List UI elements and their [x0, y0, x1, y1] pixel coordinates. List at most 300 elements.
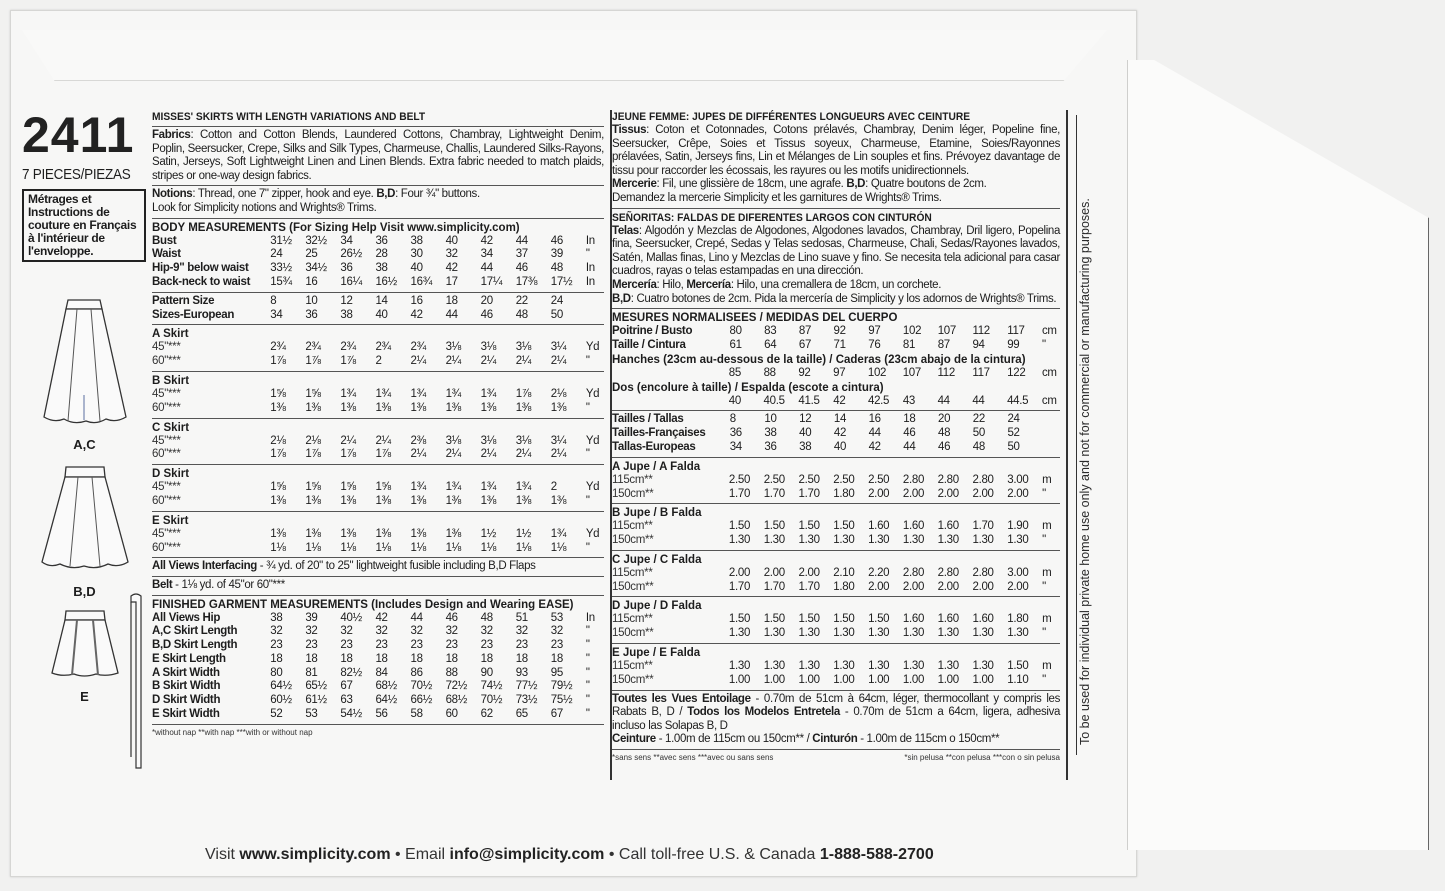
cell-value: 32 [445, 248, 458, 261]
cell-value: 1.30 [972, 627, 994, 640]
interfacing-label: All Views Interfacing [152, 560, 257, 573]
cell-value: 48 [938, 427, 951, 440]
table-row [612, 674, 1060, 688]
table-row [152, 625, 604, 639]
cell-value: 2¼ [515, 355, 532, 368]
unit: Yd [585, 387, 600, 400]
cell-value: 54½ [340, 708, 362, 721]
skirt-long-icon [30, 295, 140, 430]
cell-value: 34 [270, 308, 283, 321]
metric-size-table [612, 413, 1060, 454]
cell-value: 3⅛ [480, 341, 497, 354]
cell-value: 1⅞ [375, 448, 391, 461]
yardage-view-title: C Skirt [152, 421, 190, 434]
view-label: B,D [73, 584, 96, 599]
cell-value: 2.00 [972, 487, 994, 500]
email-link[interactable]: info@simplicity.com [449, 846, 605, 863]
metric-body-table [612, 325, 1060, 353]
row-label: 45"*** [152, 481, 181, 494]
cell-value: 23 [375, 639, 388, 652]
cell-value: 80 [270, 666, 283, 679]
cell-value: 64½ [270, 680, 292, 693]
table-row [612, 613, 1060, 627]
cell-value: 2.00 [798, 566, 820, 579]
unit [1042, 413, 1060, 427]
table-row [612, 339, 1060, 353]
row-label: Waist [152, 248, 181, 261]
cell-value: 38 [340, 308, 353, 321]
cell-value: 1⅜ [410, 401, 426, 414]
interfacing-fr-description: - 0.70m de 51cm à 64cm, léger, thermocollant y compris les Rabats B, D / [612, 692, 1060, 719]
mercerie-bd-label: B,D [846, 178, 866, 191]
yardage-section [152, 327, 604, 558]
cell-value: 66½ [410, 694, 432, 707]
table-row [612, 474, 1060, 488]
cell-value: 16 [410, 294, 423, 307]
cell-value: 46 [515, 262, 528, 275]
cell-value: 1.80 [1007, 613, 1029, 626]
unit: m [1042, 613, 1052, 626]
unit: m [1042, 660, 1052, 673]
cell-value: 50 [550, 308, 563, 321]
row-spacer [612, 367, 729, 381]
table-row [152, 667, 604, 681]
cell-value: 1.70 [972, 520, 994, 533]
call-label: • Call toll-free U.S. & Canada [604, 846, 820, 863]
table-row [152, 542, 604, 556]
cell-value: 2¼ [445, 448, 461, 461]
cell-value: 1.60 [937, 520, 959, 533]
cell-value: 2¼ [375, 434, 391, 447]
cell-value: 1⅞ [270, 355, 286, 368]
yardage-view-title: D Skirt [152, 468, 190, 481]
cell-value: 36 [305, 308, 318, 321]
cell-value: 18 [480, 652, 493, 665]
row-label: 115cm** [612, 566, 653, 579]
cell-value: 1⅜ [480, 401, 497, 414]
cell-value: 107 [902, 366, 921, 379]
row-label: Tailles / Tallas [612, 413, 684, 426]
cell-value: 112 [972, 325, 990, 338]
cell-value: 1.00 [868, 673, 890, 686]
table-row [612, 441, 1060, 455]
cell-value: 1.60 [902, 613, 925, 626]
tissus-description: : Coton et Cotonnades, Cotons prélavés, Chambray, Denim léger, Popeline fine, Seersucker, Crêpe, Soies et Tissus soyeux, Charmeuse, Etamine, Soies/Rayonnes prélavées, Satin, Jerseys fins, Lin et Mélanges de Lin souples et fins. Prévoyez davantage de tissu pour raccorder les écossais, les rayures ou les motifs unidirectionnels. [612, 124, 1060, 177]
cell-value: 1⅞ [305, 355, 321, 368]
cell-value: 44 [445, 308, 458, 321]
row-label: Pattern Size [152, 294, 215, 307]
table-row [152, 435, 604, 449]
unit: m [1042, 473, 1052, 486]
cell-value: 1⅜ [340, 494, 356, 507]
unit: " [1042, 673, 1046, 686]
table-row [612, 325, 1060, 339]
cell-value: 24 [1007, 413, 1020, 426]
cell-value: 42 [868, 440, 881, 453]
website-link[interactable]: www.simplicity.com [239, 846, 391, 863]
row-label: 60"*** [152, 401, 181, 414]
cell-value: 1⅜ [410, 527, 426, 540]
cell-value: 1.30 [833, 534, 855, 547]
nap-footnote: *without nap **with nap ***with or without nap [152, 727, 313, 737]
table-row [152, 495, 604, 509]
cell-value: 42 [480, 234, 493, 247]
yardage-table [152, 388, 604, 416]
cell-value: 2.50 [798, 473, 820, 486]
cell-value: 1.30 [972, 534, 994, 547]
cell-value: 18 [375, 652, 388, 665]
cell-value: 3¼ [550, 434, 567, 447]
cell-value: 81 [902, 338, 916, 351]
cell-value: 53 [305, 708, 318, 721]
cell-value: 67 [550, 708, 563, 721]
cell-value: 92 [833, 325, 846, 338]
cell-value: 1⅜ [270, 527, 286, 540]
cell-value: 1.30 [902, 627, 925, 640]
visit-label: Visit [205, 846, 240, 863]
yardage-view-title: E Skirt [152, 514, 189, 527]
cell-value: 1⅞ [270, 448, 286, 461]
row-label: 60"*** [152, 355, 181, 368]
table-row [152, 639, 604, 653]
mercerie-label: Mercerie [612, 178, 657, 191]
cell-value: 46 [550, 234, 563, 247]
cell-value: 94 [972, 338, 985, 351]
cell-value: 2.80 [937, 473, 959, 486]
cell-value: 64 [764, 338, 777, 351]
cell-value: 1.50 [728, 613, 751, 626]
unit: " [585, 639, 590, 652]
cell-value: 22 [515, 294, 528, 307]
cell-value: 14 [833, 413, 847, 426]
cell-value: 2¾ [270, 341, 286, 354]
cell-value: 2.80 [937, 566, 959, 579]
unit: " [585, 541, 590, 554]
table-row [612, 367, 1060, 381]
cell-value: 1.30 [937, 627, 959, 640]
envelope-top-flap [22, 30, 1107, 81]
cell-value: 2¾ [375, 341, 391, 354]
cell-value: 40 [445, 234, 458, 247]
cell-value: 32 [480, 625, 493, 638]
metric-back-table [612, 395, 1060, 409]
cell-value: 2.80 [902, 566, 925, 579]
cell-value: 1.00 [833, 673, 855, 686]
tissus-label: Tissus [612, 124, 647, 136]
table-row [152, 295, 604, 309]
cell-value: 18 [340, 652, 353, 665]
cell-value: 31½ [270, 234, 292, 247]
cell-value: 1.50 [728, 520, 751, 533]
cell-value: 32 [305, 625, 318, 638]
cell-value: 1.10 [1007, 673, 1029, 686]
cell-value: 68½ [375, 680, 397, 693]
metric-footnotes [612, 753, 1060, 762]
cell-value: 1.30 [833, 660, 855, 673]
cell-value: 23 [550, 639, 563, 652]
row-label: 150cm** [612, 580, 654, 593]
cell-value: 18 [903, 413, 916, 426]
cell-value: 1.30 [1007, 627, 1029, 640]
cell-value: 1⅛ [515, 541, 532, 554]
cell-value: 23 [270, 639, 283, 652]
cell-value: 1.50 [763, 613, 785, 626]
table-row [152, 708, 604, 722]
row-label: A,C Skirt Length [152, 625, 238, 638]
cell-value: 58 [410, 708, 423, 721]
cell-value: 2.20 [868, 566, 890, 579]
cell-value: 41.5 [798, 394, 820, 407]
cell-value: 102 [902, 325, 922, 338]
cell-value: 14 [375, 294, 388, 307]
table-row [152, 448, 604, 462]
table-row [152, 402, 604, 416]
row-label: 115cm** [612, 613, 653, 626]
cell-value: 90 [480, 666, 493, 679]
cell-value: 71 [833, 338, 846, 351]
mercerie-description: : Fil, une glissière de 18cm, une agrafe. [656, 178, 847, 191]
row-label: 60"*** [152, 494, 181, 507]
cell-value: 1⅞ [340, 355, 356, 368]
cell-value: 40 [375, 308, 388, 321]
cell-value: 1⅝ [305, 387, 321, 400]
cell-value: 82½ [340, 666, 362, 679]
cell-value: 1.30 [1007, 534, 1029, 547]
cell-value: 18 [410, 652, 423, 665]
unit: " [585, 680, 590, 693]
cell-value: 2.00 [937, 487, 959, 500]
cell-value: 1.60 [868, 520, 890, 533]
row-label: D Skirt Width [152, 694, 221, 707]
cell-value: 68½ [445, 694, 468, 707]
skirt-mid-icon [30, 462, 140, 577]
cell-value: 16½ [375, 275, 397, 288]
row-label: 45"*** [152, 527, 181, 540]
row-label: 45"*** [152, 387, 181, 400]
belt-fr-description: - 1.00m de 115cm ou 150cm** / [655, 733, 813, 746]
cell-value: 87 [937, 338, 950, 351]
cell-value: 1⅜ [270, 494, 286, 507]
row-label: E Skirt Width [152, 708, 220, 721]
yardage-table [612, 613, 1060, 641]
cell-value: 60½ [270, 694, 292, 707]
cell-value: 112 [937, 366, 955, 379]
cell-value: 28 [375, 248, 388, 261]
cell-value: 23 [305, 639, 318, 652]
unit: " [585, 652, 590, 665]
pattern-info [22, 107, 147, 262]
cell-value: 1.70 [798, 487, 820, 500]
cell-value: 18 [270, 652, 283, 665]
cell-value: 2.00 [1007, 487, 1029, 500]
yardage-table [152, 435, 604, 463]
interfacing-fr-label: Toutes les Vues Entoilage [612, 692, 751, 705]
cell-value: 53 [550, 611, 563, 624]
cell-value: 16¾ [410, 275, 432, 288]
cell-value: 2.00 [902, 580, 925, 593]
cell-value: 3⅛ [445, 434, 461, 447]
cell-value: 20 [480, 294, 493, 307]
cell-value: 1⅛ [270, 541, 286, 554]
yardage-table [612, 520, 1060, 548]
cell-value: 52 [1007, 427, 1020, 440]
cell-value: 38 [410, 234, 423, 247]
yardage-view-title: B Skirt [152, 374, 190, 387]
yardage-table [612, 660, 1060, 688]
table-row [152, 341, 604, 355]
row-label: 115cm** [612, 520, 653, 533]
cell-value: 32 [515, 625, 528, 638]
cell-value: 32 [270, 625, 283, 638]
cell-value: 10 [764, 413, 777, 426]
cell-value: 3⅛ [445, 341, 461, 354]
cell-value: 81 [305, 666, 318, 679]
cell-value: 16 [305, 275, 318, 288]
body-measurements-table [152, 235, 604, 290]
hip-title: Hanches (23cm au-dessous de la taille) / Caderas (23cm abajo de la cintura) [612, 353, 1026, 366]
row-label: 115cm** [612, 473, 653, 486]
cell-value: 2¼ [480, 355, 497, 368]
cell-value: 32 [375, 625, 388, 638]
phone-number[interactable]: 1-888-588-2700 [819, 846, 934, 863]
cell-value: 34 [729, 440, 742, 453]
merceria-label: Mercería [612, 278, 657, 291]
cell-value: 2¾ [305, 341, 321, 354]
cell-value: 1.80 [833, 580, 855, 593]
belt-label: Belt [152, 578, 173, 591]
cell-value: 48 [480, 611, 493, 624]
cell-value: 42.5 [867, 394, 890, 407]
cell-value: 32 [550, 625, 563, 638]
cell-value: 1⅛ [410, 541, 426, 554]
cell-value: 1.30 [868, 660, 890, 673]
table-row [612, 488, 1060, 502]
row-label: 60"*** [152, 448, 181, 461]
cell-value: 1¾ [480, 387, 497, 400]
cell-value: 46 [480, 308, 493, 321]
contact-footer [205, 846, 934, 864]
cell-value: 117 [1007, 325, 1025, 338]
cell-value: 20 [938, 413, 951, 426]
table-row [152, 680, 604, 694]
unit: Yd [585, 341, 600, 354]
interfacing-es-description: - 0.70m de 51cm a 64cm, ligera, adhesiva incluso las Solapas B, D [612, 706, 1061, 732]
back-title: Dos (encolure à taille) / Espalda (escote a cintura) [612, 381, 884, 394]
cell-value: 36 [764, 440, 777, 453]
row-label: Back-neck to waist [152, 275, 251, 288]
cell-value: 1¾ [375, 387, 391, 400]
cell-value: 2.80 [972, 566, 994, 579]
row-label: B,D Skirt Length [152, 639, 238, 652]
row-label: Hip-9" below waist [152, 262, 249, 275]
unit: " [1042, 627, 1046, 640]
cell-value: 23 [340, 639, 353, 652]
interfacing-description: - ¾ yd. of 20" to 25" lightweight fusible including B,D Flaps [256, 560, 536, 573]
cell-value: 1⅜ [445, 494, 461, 507]
cell-value: 2.80 [972, 473, 994, 486]
unit [1042, 441, 1060, 455]
cell-value: 2⅛ [270, 434, 286, 447]
table-row [152, 612, 604, 626]
cell-value: 44 [515, 234, 528, 247]
metric-body-title: MESURES NORMALISEES / MEDIDAS DEL CUERPO [612, 312, 898, 325]
cell-value: 2.50 [868, 473, 890, 486]
cell-value: 2.00 [868, 487, 890, 500]
cell-value: 84 [375, 666, 388, 679]
cell-value: 1⅜ [550, 401, 567, 414]
cell-value: 3⅛ [515, 341, 532, 354]
cell-value: 1.00 [902, 673, 925, 686]
cell-value: 1¾ [410, 387, 426, 400]
table-row [152, 276, 604, 290]
notions-bd-label: B,D [376, 188, 396, 201]
cell-value: 1.30 [728, 534, 751, 547]
cell-value: 42 [833, 427, 847, 440]
cell-value: 36 [375, 234, 388, 247]
spanish-title: SEÑORITAS: FALDAS DE DIFERENTES LARGOS CON CINTURÓN [612, 211, 932, 224]
table-row [152, 355, 604, 369]
cell-value: 1⅜ [305, 401, 321, 414]
row-label: 150cm** [612, 534, 654, 547]
cell-value: 83 [764, 325, 777, 338]
cell-value: 77½ [515, 680, 538, 693]
cell-value: 3.00 [1007, 473, 1029, 486]
cell-value: 1.30 [868, 534, 890, 547]
unit [586, 295, 604, 309]
cell-value: 1.00 [972, 673, 994, 686]
cell-value: 17 [445, 275, 458, 288]
cell-value: 44.5 [1007, 394, 1029, 407]
yardage-view-title: B Jupe / B Falda [612, 507, 702, 520]
cell-value: 1¾ [515, 481, 532, 494]
table-row [152, 481, 604, 495]
cell-value: 1.30 [937, 660, 959, 673]
metric-belt-text [612, 733, 1060, 747]
cell-value: 1.50 [798, 520, 820, 533]
finished-measurements-table [152, 612, 604, 722]
unit: Yd [585, 527, 600, 540]
cell-value: 1.50 [763, 520, 785, 533]
cell-value: 1⅜ [375, 401, 391, 414]
yardage-view-title: D Jupe / D Falda [612, 600, 702, 613]
cell-value: 1⅜ [550, 494, 567, 507]
cell-value: 43 [902, 394, 916, 407]
cell-value: 88 [763, 366, 776, 379]
row-label: E Skirt Length [152, 652, 226, 665]
unit: cm [1041, 366, 1057, 379]
cell-value: 67 [340, 680, 353, 693]
cell-value: 86 [410, 666, 423, 679]
belt-fr-label: Ceinture [612, 733, 656, 746]
french-instructions-note: Métrages et Instructions de couture en Français à l'intérieur de l'enveloppe. [22, 189, 146, 262]
cell-value: 1⅝ [375, 481, 391, 494]
cell-value: 30 [410, 248, 423, 261]
cell-value: 40 [410, 262, 423, 275]
cell-value: 2¼ [445, 355, 461, 368]
cell-value: 1.70 [728, 580, 751, 593]
table-row [152, 235, 604, 249]
cell-value: 1⅞ [305, 448, 321, 461]
cell-value: 1.70 [763, 487, 785, 500]
table-row [612, 427, 1060, 441]
belt-text [152, 579, 604, 593]
cell-value: 1⅛ [375, 541, 391, 554]
cell-value: 1.30 [763, 534, 785, 547]
unit: In [585, 275, 595, 288]
row-label: B Skirt Width [152, 680, 221, 693]
merceria-text [612, 279, 1060, 306]
unit: " [585, 666, 590, 679]
